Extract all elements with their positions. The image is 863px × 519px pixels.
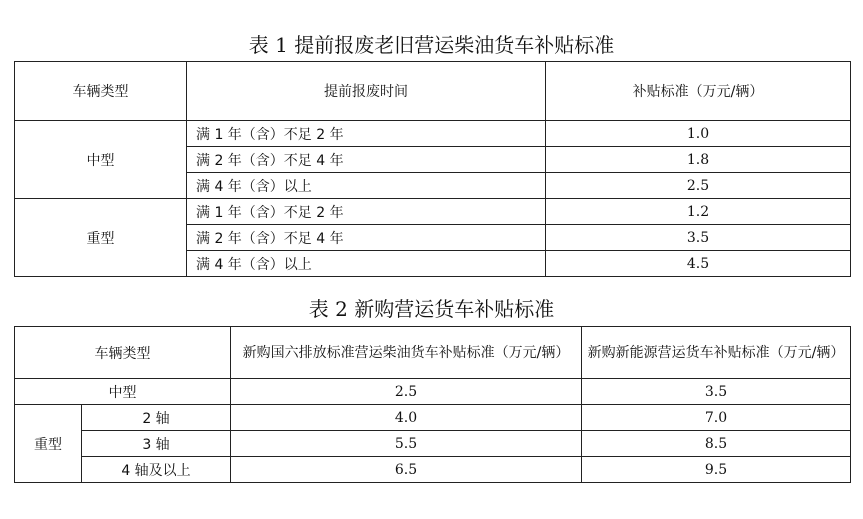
diesel-value-cell: 4.0: [231, 405, 582, 431]
diesel-value-cell: 2.5: [231, 379, 582, 405]
table-row: [15, 379, 851, 405]
header-vehicle-type: 车辆类型: [15, 327, 231, 379]
vehicle-type-cell: 中型: [15, 379, 231, 405]
table-header-row: [15, 327, 851, 379]
subsidy-table-scrapping: [14, 61, 851, 277]
axle-cell: 3 轴: [82, 431, 231, 457]
table-row: [15, 431, 851, 457]
diesel-value-cell: 5.5: [231, 431, 582, 457]
ev-value-cell: 9.5: [582, 457, 851, 483]
subsidy-value-cell: 4.5: [546, 251, 851, 277]
period-cell: 满 4 年（含）以上: [187, 173, 546, 199]
table-row: [15, 199, 851, 225]
ev-value-cell: 3.5: [582, 379, 851, 405]
table-row: [15, 457, 851, 483]
period-cell: 满 1 年（含）不足 2 年: [187, 199, 546, 225]
ev-value-cell: 8.5: [582, 431, 851, 457]
ev-value-cell: 7.0: [582, 405, 851, 431]
subsidy-value-cell: 1.8: [546, 147, 851, 173]
table-row: [15, 405, 851, 431]
subsidy-value-cell: 2.5: [546, 173, 851, 199]
header-vehicle-type: 车辆类型: [15, 62, 187, 121]
header-ev-subsidy: 新购新能源营运货车补贴标准（万元/辆）: [582, 327, 851, 379]
subsidy-table-new-purchase: [14, 326, 851, 483]
axle-cell: 4 轴及以上: [82, 457, 231, 483]
header-subsidy-standard: 补贴标准（万元/辆）: [546, 62, 851, 121]
table2-title: 表 2 新购营运货车补贴标准: [308, 297, 555, 321]
subsidy-value-cell: 3.5: [546, 225, 851, 251]
subsidy-value-cell: 1.2: [546, 199, 851, 225]
table1-title: 表 1 提前报废老旧营运柴油货车补贴标准: [248, 33, 615, 57]
header-scrap-time: 提前报废时间: [187, 62, 546, 121]
period-cell: 满 2 年（含）不足 4 年: [187, 225, 546, 251]
table-row: [15, 121, 851, 147]
table-header-row: [15, 62, 851, 121]
header-diesel-subsidy: 新购国六排放标准营运柴油货车补贴标准（万元/辆）: [231, 327, 582, 379]
period-cell: 满 1 年（含）不足 2 年: [187, 121, 546, 147]
vehicle-type-cell: 重型: [15, 199, 187, 277]
diesel-value-cell: 6.5: [231, 457, 582, 483]
vehicle-type-cell: 重型: [15, 405, 82, 483]
subsidy-value-cell: 1.0: [546, 121, 851, 147]
vehicle-type-cell: 中型: [15, 121, 187, 199]
axle-cell: 2 轴: [82, 405, 231, 431]
period-cell: 满 2 年（含）不足 4 年: [187, 147, 546, 173]
period-cell: 满 4 年（含）以上: [187, 251, 546, 277]
